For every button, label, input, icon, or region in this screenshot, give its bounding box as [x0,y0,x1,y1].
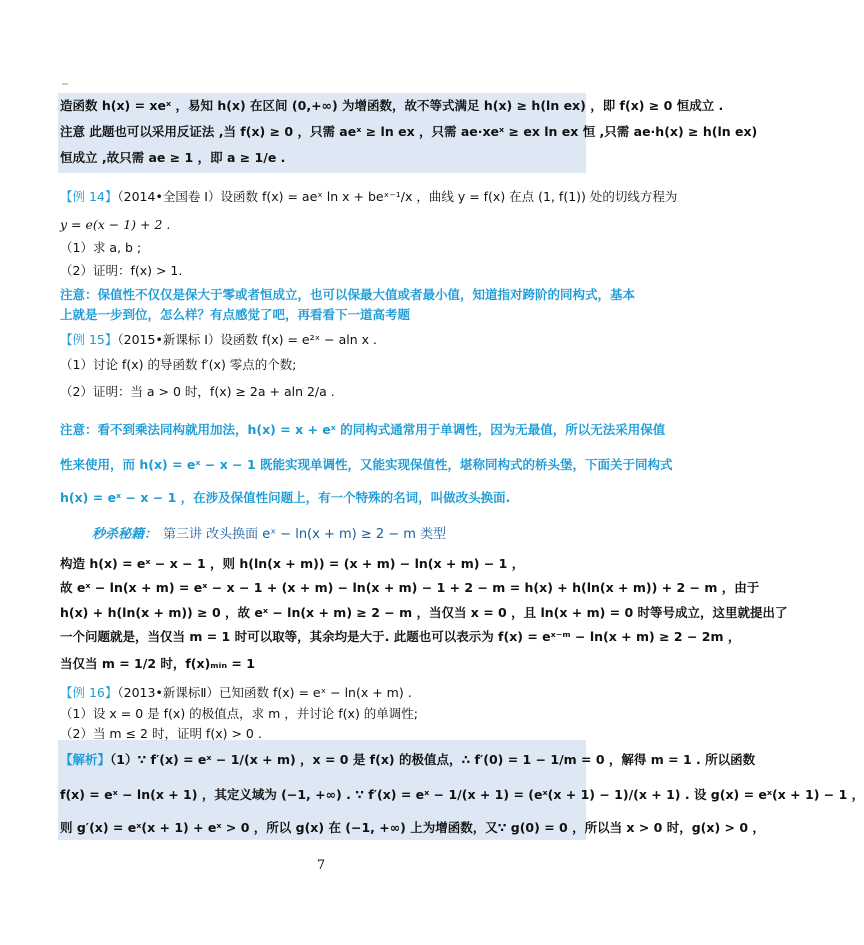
text-line: 恒成立 ,故只需 ae ≥ 1 ，即 a ≥ 1/e . [60,150,286,165]
section-title [92,525,446,545]
note-line: 性来使用，而 h(x) = eˣ − x − 1 既能实现单调性，又能实现保值性，堪称同构式的桥头堡，下面关于同构式 [60,457,673,472]
solution-tag: 【解析】 [60,752,111,767]
text-line: （2）证明：f(x) > 1. [60,263,183,278]
text-line: 造函数 h(x) = xeˣ ，易知 h(x) 在区间 (0,+∞) 为增函数，故不等式满足 h(x) ≥ h(ln ex) ，即 f(x) ≥ 0 恒成立 . [60,98,724,113]
text-line: （2）证明：当 a > 0 时，f(x) ≥ 2a + aln 2/a . [60,384,335,399]
solution-line: 则 g′(x) = eˣ(x + 1) + eˣ > 0 ，所以 g(x) 在 (−1, +∞) 上为增函数，又∵ g(0) = 0 ，所以当 x > 0 时，g(x) > 0 ， [60,820,765,835]
note-line: 注意：看不到乘法同构就用加法，h(x) = x + eˣ 的同构式通常用于单调性，因为无最值，所以无法采用保值 [60,422,666,437]
text-line: y = e(x − 1) + 2 . [60,217,171,232]
text-line: （1）讨论 f(x) 的导函数 f′(x) 零点的个数; [60,357,297,372]
example-tag: 【例 14】 [60,189,118,204]
example-16-line: 【例 16】（2013•新课标Ⅱ）已知函数 f(x) = eˣ − ln(x + m) . [60,685,412,700]
example-14-line: 【例 14】（2014•全国卷 I）设函数 f(x) = aeˣ ln x + beˣ⁻¹/x ，曲线 y = f(x) 在点 (1, f(1)) 处的切线方程为 [60,189,678,204]
solution-line: 【解析】（1）∵ f′(x) = eˣ − 1/(x + m) ，x = 0 是 f(x) 的极值点，∴ f′(0) = 1 − 1/m = 0 ，解得 m = 1 . 所以函数 [60,752,756,767]
text-line: 注意 此题也可以采用反证法 ,当 f(x) ≥ 0 ，只需 aeˣ ≥ ln ex ，只需 ae·xeˣ ≥ ex ln ex 恒 ,只需 ae·h(x) ≥ h(ln ex) [60,124,758,139]
solution-line: f(x) = eˣ − ln(x + 1) ，其定义域为 (−1, +∞) . ∵ f′(x) = eˣ − 1/(x + 1) = (eˣ(x + 1) − 1)/(x + 1) . 设 g(x) = eˣ(x + 1) − 1 ， [60,787,864,802]
text-line: 构造 h(x) = eˣ − x − 1 ，则 h(ln(x + m)) = (x + m) − ln(x + m) − 1 ， [60,556,525,571]
text-line: 故 eˣ − ln(x + m) = eˣ − x − 1 + (x + m) − ln(x + m) − 1 + 2 − m = h(x) + h(ln(x + m)) + 2 − m ，由于 [60,580,760,595]
text-line: 一个问题就是，当仅当 m = 1 时可以取等，其余均是大于. 此题也可以表示为 f(x) = eˣ⁻ᵐ − ln(x + m) ≥ 2 − 2m ， [60,629,741,644]
text-line: （2）当 m ≤ 2 时，证明 f(x) > 0 . [60,726,262,741]
page-mark [62,83,68,85]
text-line: （1）求 a, b ; [60,240,142,255]
text-line: h(x) + h(ln(x + m)) ≥ 0 ，故 eˣ − ln(x + m) ≥ 2 − m ，当仅当 x = 0 ，且 ln(x + m) = 0 时等号成立，这里就提出了 [60,605,788,620]
text-line: （1）设 x = 0 是 f(x) 的极值点，求 m ，并讨论 f(x) 的单调性; [60,706,419,721]
section-title-text: 第三讲 改头换面 eˣ − ln(x + m) ≥ 2 − m 类型 [163,527,447,542]
note-line: 注意：保值性不仅仅是保大于零或者恒成立，也可以保最大值或者最小值，知道指对跨阶的同构式，基本 [60,287,636,302]
example-15-line: 【例 15】（2015•新课标 I）设函数 f(x) = e²ˣ − aln x . [60,332,377,347]
note-line: 上就是一步到位，怎么样？有点感觉了吧，再看看下一道高考题 [60,307,411,322]
page-number: 7 [316,858,326,873]
example-tag: 【例 16】 [60,685,118,700]
section-title-deco: 秒杀秘籍： [92,527,158,542]
example-tag: 【例 15】 [60,332,118,347]
text-line: 当仅当 m = 1/2 时，f(x)ₘᵢₙ = 1 [60,656,255,671]
note-line: h(x) = eˣ − x − 1 ，在涉及保值性问题上，有一个特殊的名词，叫做改头换面. [60,490,511,505]
